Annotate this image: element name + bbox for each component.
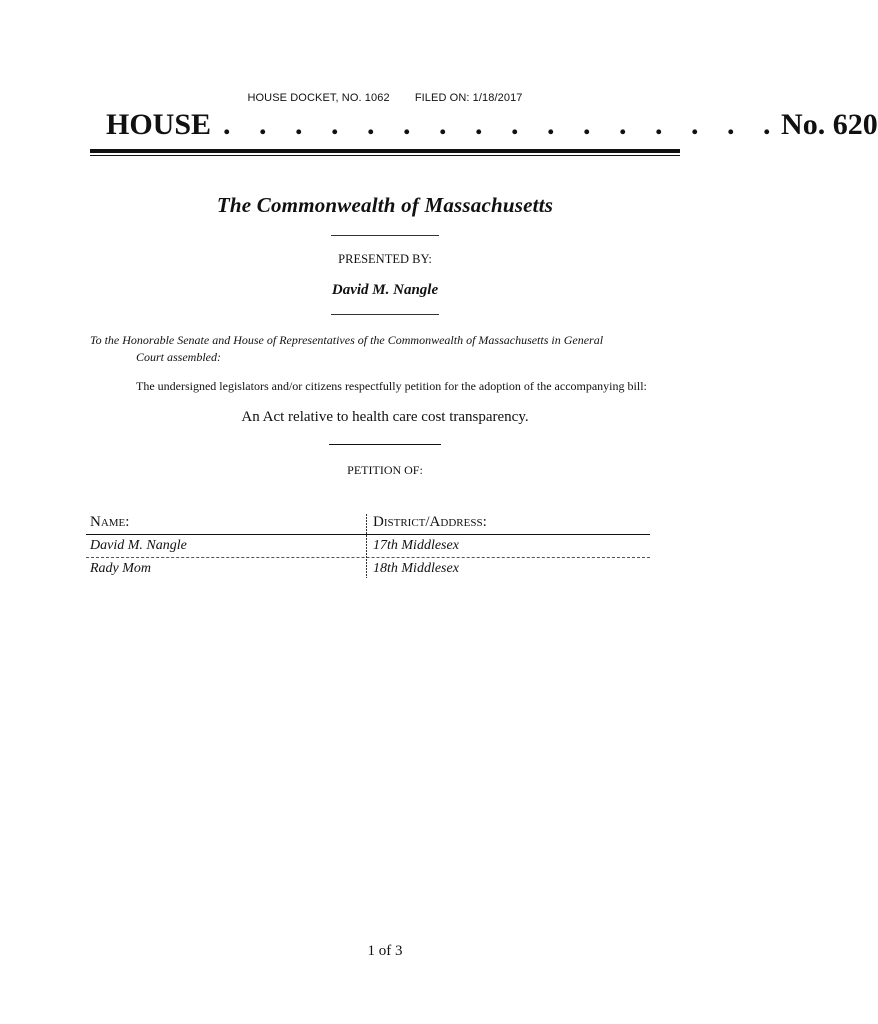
bill-number: No. 620 (781, 108, 878, 141)
table-row (86, 535, 650, 558)
divider-3 (329, 444, 441, 445)
address-line-2: Court assembled: (136, 350, 221, 364)
table-row (86, 558, 650, 580)
petition-of-label: PETITION OF: (347, 463, 423, 477)
docket-line (0, 92, 770, 104)
petitioners-table (86, 512, 650, 580)
table-header-row (86, 512, 650, 535)
presented-by-label: PRESENTED BY: (338, 252, 432, 266)
act-title: An Act relative to health care cost transparency. (241, 409, 529, 425)
petitioner-name: Rady Mom (90, 561, 152, 576)
bill-heading (106, 108, 878, 148)
filed-date: FILED ON: 1/18/2017 (414, 92, 523, 104)
table-column-divider (366, 514, 367, 578)
address-paragraph (90, 332, 690, 366)
page-number: 1 of 3 (367, 943, 403, 959)
sponsor-name: David M. Nangle (331, 282, 439, 298)
address-line-1: To the Honorable Senate and House of Representatives of the Commonwealth of Massachusetts in General (90, 333, 604, 347)
name-column-header: Name: (90, 514, 130, 530)
petitioner-district: 17th Middlesex (373, 538, 459, 553)
petitioner-district: 18th Middlesex (373, 561, 459, 576)
petition-statement: The undersigned legislators and/or citizens respectfully petition for the adoption of the accompanying bill: (136, 379, 647, 393)
state-title: The Commonwealth of Massachusetts (216, 193, 554, 217)
petitioner-name: David M. Nangle (90, 538, 187, 553)
heading-rule-thin (90, 155, 680, 156)
district-column-header: District/Address: (373, 514, 487, 530)
docket-number: HOUSE DOCKET, NO. 1062 (247, 92, 390, 104)
chamber-label: HOUSE (106, 108, 212, 141)
divider-2 (331, 314, 439, 315)
divider-1 (331, 235, 439, 236)
leader-dots: . . . . . . . . . . . . . . . . (223, 108, 782, 141)
heading-rule-thick (90, 149, 680, 153)
